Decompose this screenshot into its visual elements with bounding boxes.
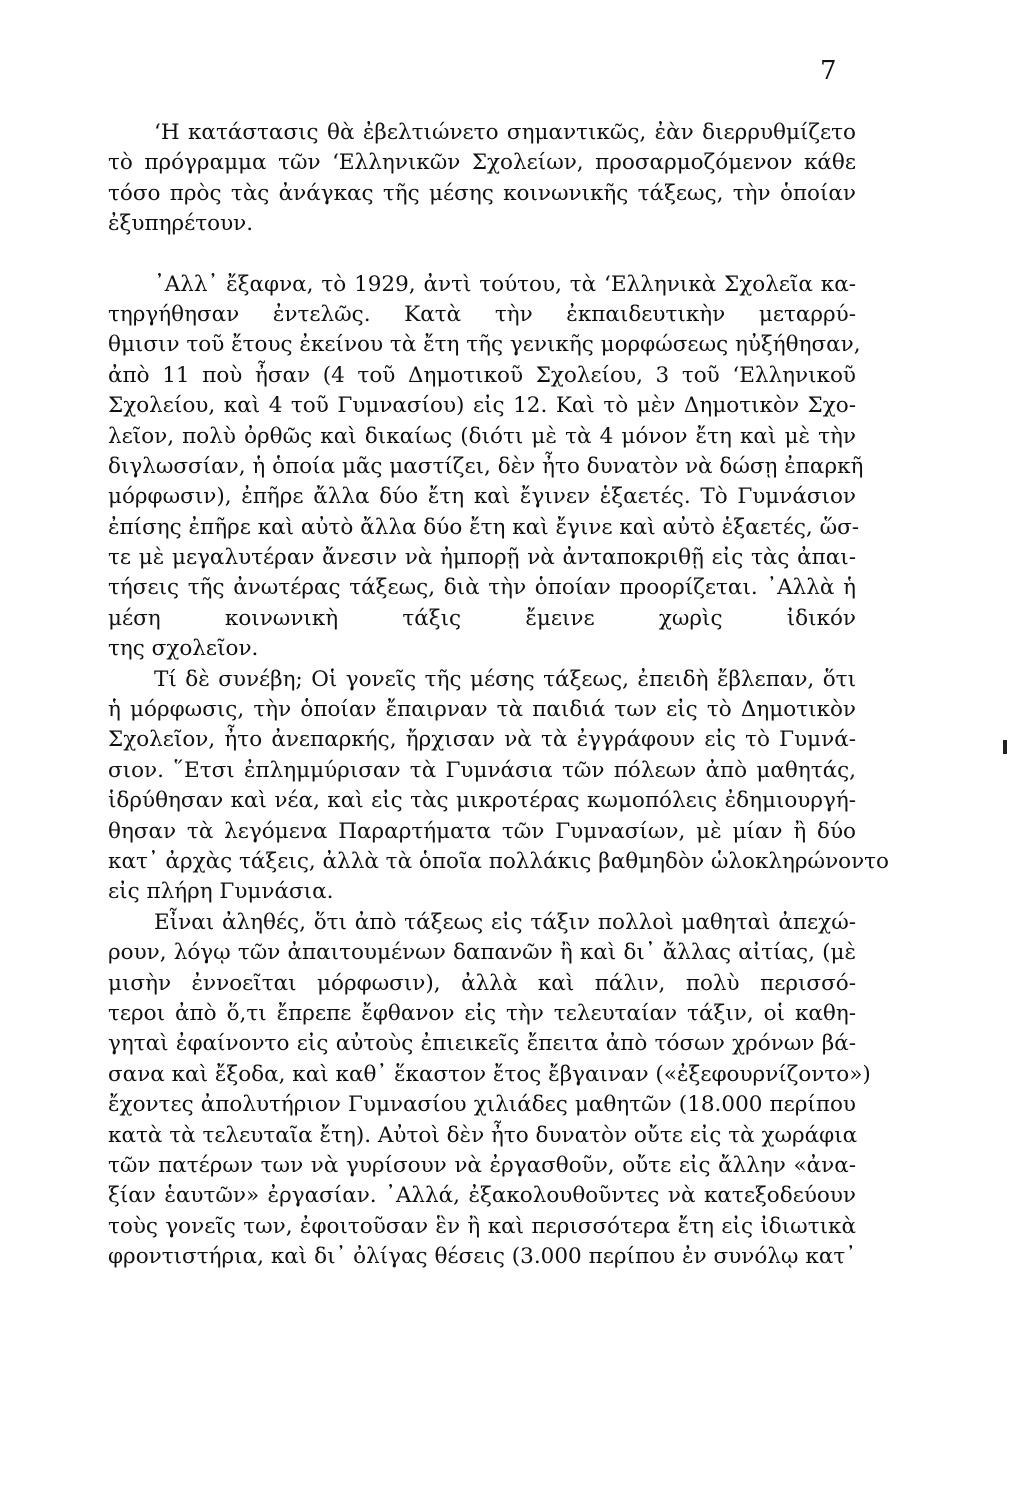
- text-line: ξίαν ἑαυτῶν» ἐργασίαν. ᾿Αλλά, ἐξακολουθοῦντες νὰ κατεξοδεύουν: [108, 1183, 856, 1209]
- text-line: κατὰ τὰ τελευταῖα ἔτη). Αὐτοὶ δὲν ἦτο δυνατὸν οὔτε εἰς τὰ χωράφια: [108, 1122, 858, 1148]
- text-line: μισὴν ἐννοεῖται μόρφωσιν), ἀλλὰ καὶ πάλιν, πολὺ περισσό-: [108, 970, 856, 996]
- text-line: κατ᾿ ἀρχὰς τάξεις, ἀλλὰ τὰ ὁποῖα πολλάκις βαθμηδὸν ὡλοκληρώνοντο: [108, 848, 889, 874]
- text-line: θμισιν τοῦ ἔτους ἐκείνου τὰ ἔτη τῆς γενικῆς μορφώσεως ηὐξήθησαν,: [108, 332, 861, 358]
- text-line: σανα καὶ ἔξοδα, καὶ καθ᾿ ἕκαστον ἔτος ἔβγαιναν («ἐξεφουρνίζοντο»): [108, 1061, 871, 1087]
- paragraph-4: [108, 908, 871, 1273]
- text-line: θησαν τὰ λεγόμενα Παραρτήματα τῶν Γυμνασίων, μὲ μίαν ἢ δύο: [108, 818, 856, 844]
- text-line: ἐπίσης ἐπῆρε καὶ αὐτὸ ἄλλα δύο ἔτη καὶ ἔγινε καὶ αὐτὸ ἑξαετές, ὥσ-: [108, 514, 860, 540]
- text-line: τῶν πατέρων των νὰ γυρίσουν νὰ ἐργασθοῦν, οὔτε εἰς ἄλλην «ἀνα-: [108, 1152, 856, 1178]
- text-line: μέση κοινωνικὴ τάξις ἔμεινε χωρὶς ἰδικόν: [108, 605, 856, 631]
- text-line: τόσο πρὸς τὰς ἀνάγκας τῆς μέσης κοινωνικῆς τάξεως, τὴν ὁποίαν: [108, 180, 856, 206]
- text-line: ‘Η κατάστασις θὰ ἐβελτιώνετο σημαντικῶς, ἐὰν διερρυθμίζετο: [154, 120, 856, 145]
- text-line: ἱδρύθησαν καὶ νέα, καὶ εἰς τὰς μικροτέρας κωμοπόλεις ἐδημιουργή-: [108, 788, 856, 814]
- text-line: εἰς πλήρη Γυμνάσια.: [108, 879, 334, 905]
- text-line: τεροι ἀπὸ ὅ,τι ἔπρεπε ἔφθανον εἰς τὴν τελευταίαν τάξιν, οἱ καθη-: [108, 1000, 856, 1026]
- text-line: της σχολεῖον.: [108, 636, 259, 662]
- paragraph-1: [108, 118, 856, 240]
- text-line: διγλωσσίαν, ἡ ὁποία μᾶς μαστίζει, δὲν ἦτο δυνατὸν νὰ δώσῃ ἐπαρκῆ: [108, 453, 864, 479]
- paragraph-2: [108, 270, 864, 665]
- text-line: ἔχοντες ἀπολυτήριον Γυμνασίου χιλιάδες μαθητῶν (18.000 περίπου: [108, 1092, 856, 1118]
- text-line: ἐξυπηρέτουν.: [108, 211, 254, 237]
- text-line: ρουν, λόγῳ τῶν ἀπαιτουμένων δαπανῶν ἢ καὶ δι᾿ ἄλλας αἰτίας, (μὲ: [108, 940, 856, 966]
- paragraph-3: [108, 665, 889, 908]
- text-line: Εἶναι ἀληθές, ὅτι ἀπὸ τάξεως εἰς τάξιν πολλοὶ μαθηταὶ ἀπεχώ-: [154, 909, 856, 935]
- body-text: [108, 118, 889, 1272]
- text-line: Σχολείου, καὶ 4 τοῦ Γυμνασίου) εἰς 12. Καὶ τὸ μὲν Δημοτικὸν Σχο-: [108, 393, 856, 419]
- text-line: γηταὶ ἐφαίνοντο εἰς αὐτοὺς ἐπιεικεῖς ἔπειτα ἀπὸ τόσων χρόνων βά-: [108, 1031, 856, 1057]
- text-line: ᾿Αλλ᾿ ἔξαφνα, τὸ 1929, ἀντὶ τούτου, τὰ ‘Ελληνικὰ Σχολεῖα κα-: [154, 271, 856, 297]
- text-line: σιον. ῞Ετσι ἐπλημμύρισαν τὰ Γυμνάσια τῶν πόλεων ἀπὸ μαθητάς,: [108, 757, 856, 783]
- text-line: τηργήθησαν ἐντελῶς. Κατὰ τὴν ἐκπαιδευτικὴν μεταρρύ-: [108, 301, 856, 327]
- text-line: τήσεις τῆς ἀνωτέρας τάξεως, διὰ τὴν ὁποίαν προορίζεται. ᾿Αλλὰ ἡ: [108, 575, 856, 601]
- text-line: τε μὲ μεγαλυτέραν ἄνεσιν νὰ ἠμπορῇ νὰ ἀνταποκριθῇ εἰς τὰς ἀπαι-: [108, 545, 856, 571]
- text-line: τὸ πρόγραμμα τῶν ‘Ελληνικῶν Σχολείων, προσαρμοζόμενον κάθε: [108, 150, 856, 176]
- text-line: τοὺς γονεῖς των, ἐφοιτοῦσαν ἓν ἢ καὶ περισσότερα ἔτη εἰς ἰδιωτικὰ: [108, 1213, 856, 1239]
- text-line: ἡ μόρφωσις, τὴν ὁποίαν ἔπαιρναν τὰ παιδιά των εἰς τὸ Δημοτικὸν: [108, 697, 856, 723]
- text-line: φροντιστήρια, καὶ δι᾿ ὀλίγας θέσεις (3.000 περίπου ἐν συνόλῳ κατ᾿: [108, 1244, 856, 1270]
- text-line: μόρφωσιν), ἐπῆρε ἄλλα δύο ἔτη καὶ ἔγινεν ἑξαετές. Τὸ Γυμνάσιον: [108, 484, 856, 510]
- margin-mark: [1003, 740, 1007, 754]
- text-line: Σχολεῖον, ἦτο ἀνεπαρκής, ἤρχισαν νὰ τὰ ἐγγράφουν εἰς τὸ Γυμνά-: [108, 727, 856, 753]
- text-line: Τί δὲ συνέβη; Οἱ γονεῖς τῆς μέσης τάξεως, ἐπειδὴ ἔβλεπαν, ὅτι: [154, 666, 856, 692]
- text-line: ἀπὸ 11 ποὺ ἦσαν (4 τοῦ Δημοτικοῦ Σχολείου, 3 τοῦ ‘Ελληνικοῦ: [108, 362, 856, 388]
- text-line: λεῖον, πολὺ ὀρθῶς καὶ δικαίως (διότι μὲ τὰ 4 μόνον ἔτη καὶ μὲ τὴν: [108, 423, 856, 449]
- page-number: 7: [820, 56, 837, 86]
